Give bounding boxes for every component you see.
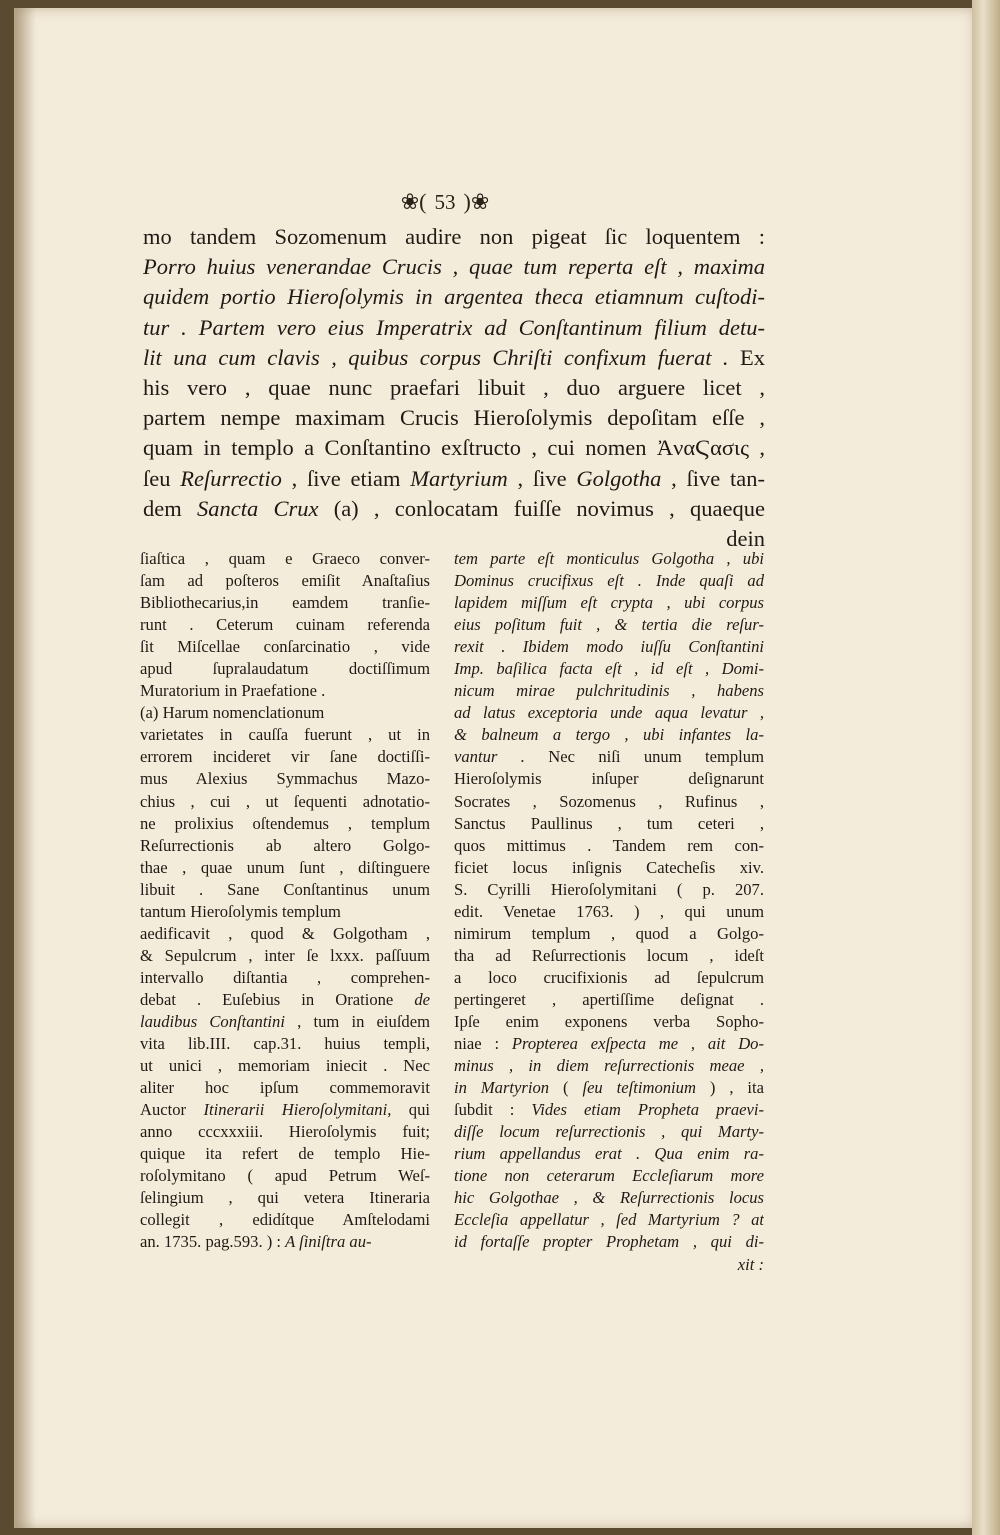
left-column-line: [140, 1209, 430, 1231]
text-run: Eccleſia appellatur , ſed Martyrium ? at: [454, 1210, 764, 1230]
text-run: ut unici , memoriam iniecit . Nec: [140, 1056, 430, 1076]
right-column-line: [454, 1143, 764, 1165]
text-run: nicum mirae pulchritudinis , habens: [454, 681, 764, 701]
text-run: varietates in cauſſa fuerunt , ut in: [140, 725, 430, 745]
text-run: eius poſitum fuit , & tertia die reſur-: [454, 615, 764, 635]
right-column-line: [454, 857, 764, 879]
text-run: Reſurrectio: [180, 465, 282, 491]
text-run: qui: [391, 1100, 430, 1120]
right-column-line: [454, 1121, 764, 1143]
text-run: Ipſe enim exponens verba Sopho-: [454, 1011, 764, 1031]
left-column-line: [140, 1033, 430, 1055]
right-column-line: [454, 813, 764, 835]
left-column-line: [140, 1187, 430, 1209]
left-column-line: [140, 724, 430, 746]
text-run: a loco crucifixionis ad ſepulcrum: [454, 967, 764, 987]
text-run: aedificavit , quod & Golgotham ,: [140, 923, 430, 943]
text-run: rexit . Ibidem modo iuſſu Conſtantini: [454, 637, 764, 657]
left-column-line: [140, 901, 430, 923]
left-column-line: [140, 813, 430, 835]
text-run: lapidem miſſum eſt crypta , ubi corpus: [454, 593, 764, 613]
text-run: & Sepulcrum , inter ſe lxxx. paſſuum: [140, 945, 430, 965]
text-run: an. 1735. pag.593. ) :: [140, 1232, 286, 1252]
right-column-line: [454, 1077, 764, 1099]
text-run: S. Cyrilli Hieroſolymitani ( p. 207.: [454, 879, 764, 899]
text-run: libuit . Sane Conſtantinus unum: [140, 879, 430, 899]
left-column-line: [140, 570, 430, 592]
left-column-line: [140, 1165, 430, 1187]
left-column-line: [140, 1231, 430, 1253]
text-run: (a) , conlocatam fuiſſe novimus , quaeque: [318, 495, 765, 521]
text-run: Dominus crucifixus eſt . Inde quaſi ad: [454, 571, 764, 591]
main-text-block: [143, 222, 765, 554]
right-column-line: [454, 548, 764, 570]
left-column-line: [140, 967, 430, 989]
text-run: tem parte eſt monticulus Golgotha , ubi: [454, 549, 764, 568]
text-run: Porro huius venerandae Crucis , quae tum reperta eſt , maxima: [143, 254, 765, 280]
page-number: 53: [434, 189, 456, 214]
text-run: anno cccxxxiii. Hieroſolymis fuit;: [140, 1122, 430, 1142]
right-column-line: [454, 901, 764, 923]
right-column-line: [454, 879, 764, 901]
page-header: [380, 186, 510, 218]
right-column-line: [454, 1033, 764, 1055]
main-text-line: [143, 403, 765, 433]
text-run: (: [549, 1078, 583, 1098]
text-run: debat . Euſebius in Oratione: [140, 989, 415, 1009]
text-run: aliter hoc ipſum commemoravit: [140, 1078, 430, 1098]
text-run: id fortaſſe propter Prophetam , qui di-: [454, 1232, 764, 1252]
right-column-line: [454, 680, 764, 702]
right-column-line: [454, 1055, 764, 1077]
text-run: intervallo diſtantia , comprehen-: [140, 967, 430, 987]
text-run: ſam ad poſteros emiſit Anaſtaſius: [140, 571, 430, 591]
text-run: Ex: [728, 344, 765, 370]
left-column-line: [140, 1055, 430, 1077]
right-column-line: [454, 592, 764, 614]
left-column-line: [140, 835, 430, 857]
footnote-column-right: [454, 548, 764, 1276]
text-run: Nec niſi unum templum: [524, 747, 764, 767]
main-text-line: [143, 494, 765, 524]
text-run: quos mittimus . Tandem rem con-: [454, 835, 764, 855]
right-column-line: [454, 791, 764, 813]
left-column-line: [140, 1099, 430, 1121]
text-run: tantum Hieroſolymis templum: [140, 901, 341, 921]
text-run: ſubdit :: [454, 1100, 532, 1120]
right-column-line: [454, 724, 764, 746]
text-run: hic Golgothae , & Reſurrectionis locus: [454, 1188, 764, 1208]
text-run: , ſive etiam: [281, 465, 411, 491]
text-run: Sanctus Paullinus , tum ceteri ,: [454, 813, 764, 833]
text-run: xit :: [737, 1254, 764, 1274]
right-column-line: [454, 746, 764, 768]
text-run: runt . Ceterum cuinam referenda: [140, 615, 430, 635]
text-run: mo tandem Sozomenum audire non pigeat ſic loquentem :: [143, 224, 765, 249]
text-run: Imp. baſilica facta eſt , id eſt , Domi-: [454, 659, 764, 679]
left-column-line: [140, 658, 430, 680]
text-run: Golgotha: [576, 465, 662, 491]
text-run: , ſive tan-: [661, 465, 765, 491]
text-run: quidem portio Hieroſolymis in argentea theca etiamnum cuſtodi-: [143, 284, 765, 310]
text-run: ficiet locus inſignis Catecheſis xiv.: [454, 857, 764, 877]
text-run: ad latus exceptoria unde aqua levatur ,: [454, 703, 764, 723]
text-run: his vero , quae nunc praefari libuit , duo arguere licet ,: [143, 374, 765, 400]
left-column-line: [140, 923, 430, 945]
text-run: & balneum a tergo , ubi infantes la-: [454, 725, 764, 745]
text-run: Hieroſolymis inſuper deſignarunt: [454, 769, 764, 789]
text-run: Auctor: [140, 1100, 204, 1120]
text-run: A ſiniſtra au-: [285, 1232, 372, 1252]
text-run: pertingeret , apertiſſime deſignat .: [454, 989, 764, 1009]
right-column-line: [454, 1209, 764, 1231]
text-run: ne prolixius oſtendemus , templum: [140, 813, 430, 833]
text-run: ſelingium , qui vetera Itineraria: [140, 1188, 430, 1208]
text-run: de: [414, 989, 430, 1009]
text-run: dem: [143, 495, 197, 521]
left-column-line: [140, 1011, 430, 1033]
right-column-line: [454, 945, 764, 967]
right-column-line: [454, 570, 764, 592]
text-run: minus , in diem reſurrectionis meae ,: [454, 1056, 764, 1076]
text-run: ſit Miſcellae conſarcinatio , vide: [140, 637, 430, 657]
footnote-column-left: [140, 548, 430, 1254]
text-run: rium appellandus erat . Qua enim ra-: [454, 1144, 764, 1164]
main-text-line: [143, 282, 765, 312]
right-column-line: [454, 967, 764, 989]
text-run: Martyrium: [410, 465, 508, 491]
text-run: , tum in eiuſdem: [284, 1011, 430, 1031]
right-column-line: [454, 835, 764, 857]
left-column-line: [140, 1121, 430, 1143]
left-column-line: [140, 680, 430, 702]
right-column-line: [454, 1254, 764, 1276]
text-run: thae , quae unum ſunt , diſtinguere: [140, 857, 430, 877]
left-column-line: [140, 945, 430, 967]
text-run: Sancta Crux: [196, 495, 319, 521]
left-column-line: [140, 746, 430, 768]
text-run: Muratorium in Praefatione .: [140, 681, 326, 701]
text-run: tur . Partem vero eius Imperatrix ad Conſtantinum filium detu-: [143, 314, 765, 340]
text-run: quique ita refert de templo Hie-: [140, 1144, 430, 1164]
text-run: mus Alexius Symmachus Mazo-: [140, 769, 430, 789]
text-run: chius , cui , ut ſequenti adnotatio-: [140, 791, 430, 811]
text-run: apud ſupralaudatum doctiſſimum: [140, 659, 430, 679]
left-column-line: [140, 592, 430, 614]
right-column-line: [454, 1011, 764, 1033]
text-run: dein: [726, 525, 765, 551]
right-column-line: [454, 636, 764, 658]
left-column-line: [140, 879, 430, 901]
right-column-line: [454, 614, 764, 636]
main-text-line: [143, 464, 765, 494]
main-text-line: [143, 313, 765, 343]
text-run: tha ad Reſurrectionis locum , ideſt: [454, 945, 764, 965]
right-column-line: [454, 658, 764, 680]
text-run: Reſurrectionis ab altero Golgo-: [140, 835, 430, 855]
ornament-left-icon: ❀(: [400, 189, 427, 214]
text-run: Bibliothecarius,in eamdem tranſie-: [140, 593, 430, 613]
text-run: Propterea exſpecta me , ait Do-: [511, 1034, 764, 1054]
main-text-line: [143, 222, 765, 252]
text-run: partem nempe maximam Crucis Hieroſolymis depoſitam eſſe ,: [143, 405, 765, 431]
left-column-line: [140, 702, 430, 724]
left-column-line: [140, 1077, 430, 1099]
text-run: roſolymitano ( apud Petrum Weſ-: [140, 1166, 430, 1186]
text-run: lit una cum clavis , quibus corpus Chriſti confixum fuerat .: [143, 344, 729, 370]
text-run: Vides etiam Propheta praevi-: [531, 1100, 764, 1120]
text-run: laudibus Conſtantini: [140, 1011, 285, 1031]
left-column-line: [140, 791, 430, 813]
text-run: quam in templo a Conſtantino exſtructo , cui nomen ἈναϚασις ,: [143, 435, 765, 461]
right-column-line: [454, 702, 764, 724]
text-run: collegit , edidítque Amſtelodami: [140, 1210, 430, 1230]
main-text-line: [143, 373, 765, 403]
text-run: , ſive: [507, 465, 577, 491]
text-run: ſiaſtica , quam e Graeco conver-: [140, 549, 430, 568]
text-run: ſeu teſtimonium: [582, 1078, 696, 1098]
right-column-line: [454, 768, 764, 790]
text-run: vantur .: [454, 747, 525, 767]
right-column-line: [454, 1231, 764, 1253]
ornament-right-icon: )❀: [463, 189, 490, 214]
main-text-line: [143, 343, 765, 373]
text-run: tione non ceterarum Eccleſiarum more: [454, 1166, 764, 1186]
left-column-line: [140, 989, 430, 1011]
text-run: errorem incideret vir ſane doctiſſi-: [140, 747, 430, 767]
right-column-line: [454, 989, 764, 1011]
text-run: ſeu: [143, 465, 181, 491]
left-column-line: [140, 857, 430, 879]
text-run: diſſe locum reſurrectionis , qui Marty-: [454, 1122, 764, 1142]
left-column-line: [140, 768, 430, 790]
left-column-line: [140, 548, 430, 570]
text-run: (a) Harum nomenclationum: [140, 703, 325, 723]
text-run: nimirum templum , quod a Golgo-: [454, 923, 764, 943]
text-run: Socrates , Sozomenus , Rufinus ,: [454, 791, 764, 811]
text-run: in Martyrion: [454, 1078, 550, 1098]
text-run: ) , ita: [695, 1078, 764, 1098]
right-column-line: [454, 1165, 764, 1187]
right-column-line: [454, 1187, 764, 1209]
left-column-line: [140, 1143, 430, 1165]
page-gutter-shadow: [14, 8, 36, 1528]
text-run: Itinerarii Hieroſolymitani,: [203, 1100, 392, 1120]
page-edge: [972, 0, 1000, 1535]
left-column-line: [140, 636, 430, 658]
left-column-line: [140, 614, 430, 636]
right-column-line: [454, 1099, 764, 1121]
text-run: vita lib.III. cap.31. huius templi,: [140, 1034, 430, 1054]
main-text-line: [143, 252, 765, 282]
text-run: edit. Venetae 1763. ) , qui unum: [454, 901, 764, 921]
text-run: niae :: [454, 1034, 512, 1054]
main-text-line: [143, 433, 765, 463]
right-column-line: [454, 923, 764, 945]
